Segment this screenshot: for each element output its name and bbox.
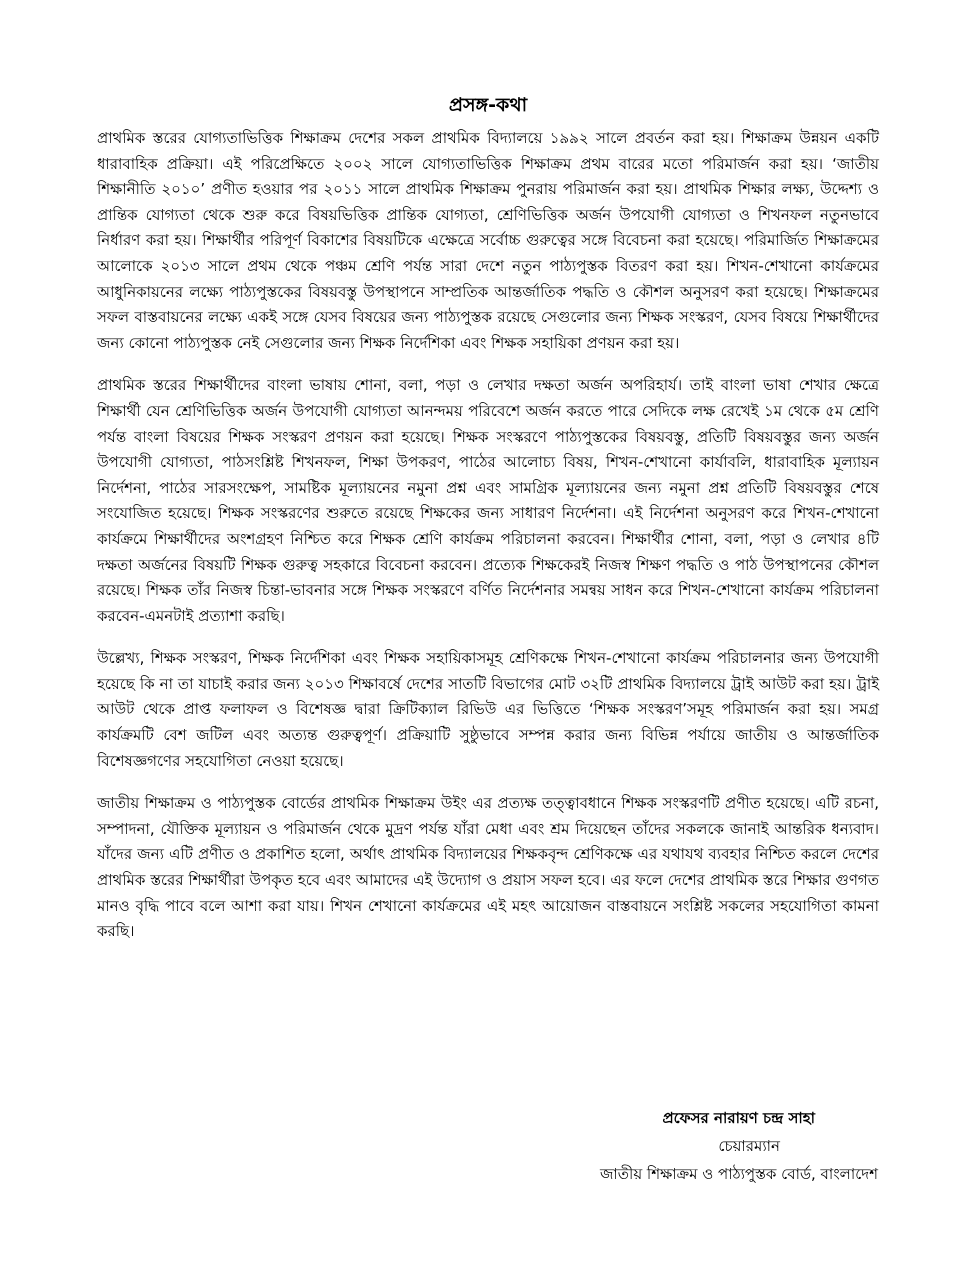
signatory-organization: জাতীয় শিক্ষাক্রম ও পাঠ্যপুস্তক বোর্ড, বাংলাদেশ	[600, 1165, 878, 1183]
page-title: প্রসঙ্গ-কথা	[448, 94, 528, 116]
paragraph-2: প্রাথমিক স্তরের শিক্ষার্থীদের বাংলা ভাষায় শোনা, বলা, পড়া ও লেখার দক্ষতা অর্জন অপরিহার্য। তাই বাংলা ভাষা শেখার ক্ষেত্রে শিক্ষার্থী যেন শ্রেণিভিত্তিক অর্জন উপযোগী যোগ্যতা আনন্দময় পরিবেশে অর্জন করতে পারে সেদিকে লক্ষ রেখেই ১ম থেকে ৫ম শ্রেণি পর্যন্ত বাংলা বিষয়ের শিক্ষক সংস্করণ প্রণয়ন করা হয়েছে। শিক্ষক সংস্করণে পাঠ্যপুস্তকের বিষয়বস্তু, প্রতিটি বিষয়বস্তুর জন্য অর্জন উপযোগী যোগ্যতা, পাঠসংশ্লিষ্ট শিখনফল, শিক্ষা উপকরণ, পাঠের আলোচ্য বিষয়, শিখন-শেখানো কার্যাবলি, ধারাবাহিক মূল্যায়ন নির্দেশনা, পাঠের সারসংক্ষেপ, সামষ্টিক মূল্যায়নের নমুনা প্রশ্ন এবং সামগ্রিক মূল্যায়নের জন্য নমুনা প্রশ্ন প্রতিটি বিষয়বস্তুর শেষে সংযোজিত হয়েছে। শিক্ষক সংস্করণের শুরুতে রয়েছে শিক্ষকের জন্য সাধারণ নির্দেশনা। এই নির্দেশনা অনুসরণ করে শিখন-শেখানো কার্যক্রমে শিক্ষার্থীদের অংশগ্রহণ নিশ্চিত করে শিক্ষক শ্রেণি কার্যক্রম পরিচালনা করবেন। শিক্ষার্থীর শোনা, বলা, পড়া ও লেখার ৪টি দক্ষতা অর্জনের বিষয়টি শিক্ষক গুরুত্ব সহকারে বিবেচনা করবেন। প্রত্যেক শিক্ষকেরই নিজস্ব শিক্ষণ পদ্ধতি ও পাঠ উপস্থাপনের কৌশল রয়েছে। শিক্ষক তাঁর নিজস্ব চিন্তা-ভাবনার সঙ্গে শিক্ষক সংস্করণে বর্ণিত নির্দেশনার সমন্বয় সাধন করে শিখন-শেখানো কার্যক্রম পরিচালনা করবেন-এমনটাই প্রত্যাশা করছি।	[97, 376, 879, 625]
signature-block	[97, 1104, 879, 1188]
signatory-name: প্রফেসর নারায়ণ চন্দ্র সাহা	[662, 1109, 815, 1127]
paragraph-3: উল্লেখ্য, শিক্ষক সংস্করণ, শিক্ষক নির্দেশিকা এবং শিক্ষক সহায়িকাসমূহ শ্রেণিকক্ষে শিখন-শেখানো কার্যক্রম পরিচালনার জন্য উপযোগী হয়েছে কি না তা যাচাই করার জন্য ২০১৩ শিক্ষাবর্ষে দেশের সাতটি বিভাগের মোট ৩২টি প্রাথমিক বিদ্যালয়ে ট্রাই আউট করা হয়। ট্রাই আউট থেকে প্রাপ্ত ফলাফল ও বিশেষজ্ঞ দ্বারা ক্রিটিক্যাল রিভিউ এর ভিত্তিতে ‘শিক্ষক সংস্করণ’সমূহ পরিমার্জন করা হয়। সমগ্র কার্যক্রমটি বেশ জটিল এবং অত্যন্ত গুরুত্বপূর্ণ। প্রক্রিয়াটি সুষ্ঠুভাবে সম্পন্ন করার জন্য বিভিন্ন পর্যায়ে জাতীয় ও আন্তর্জাতিক বিশেষজ্ঞগণের সহযোগিতা নেওয়া হয়েছে।	[97, 649, 879, 770]
paragraph-4: জাতীয় শিক্ষাক্রম ও পাঠ্যপুস্তক বোর্ডের প্রাথমিক শিক্ষাক্রম উইং এর প্রত্যক্ষ তত্ত্বাবধানে শিক্ষক সংস্করণটি প্রণীত হয়েছে। এটি রচনা, সম্পাদনা, যৌক্তিক মূল্যায়ন ও পরিমার্জন থেকে মুদ্রণ পর্যন্ত যাঁরা মেধা এবং শ্রম দিয়েছেন তাঁদের সকলকে জানাই আন্তরিক ধন্যবাদ। যাঁদের জন্য এটি প্রণীত ও প্রকাশিত হলো, অর্থাৎ প্রাথমিক বিদ্যালয়ের শিক্ষকবৃন্দ শ্রেণিকক্ষে এর যথাযথ ব্যবহার নিশ্চিত করলে দেশের প্রাথমিক স্তরের শিক্ষার্থীরা উপকৃত হবে এবং আমাদের এই উদ্যোগ ও প্রয়াস সফল হবে। এর ফলে দেশের প্রাথমিক স্তরে শিক্ষার গুণগত মানও বৃদ্ধি পাবে বলে আশা করা যায়। শিখন শেখানো কার্যক্রমের এই মহৎ আয়োজন বাস্তবায়নে সংশ্লিষ্ট সকলের সহযোগিতা কামনা করছি।	[97, 794, 879, 941]
paragraph-1: প্রাথমিক স্তরের যোগ্যতাভিত্তিক শিক্ষাক্রম দেশের সকল প্রাথমিক বিদ্যালয়ে ১৯৯২ সালে প্রবর্তন করা হয়। শিক্ষাক্রম উন্নয়ন একটি ধারাবাহিক প্রক্রিয়া। এই পরিপ্রেক্ষিতে ২০০২ সালে যোগ্যতাভিত্তিক শিক্ষাক্রম প্রথম বারের মতো পরিমার্জন করা হয়। ‘জাতীয় শিক্ষানীতি ২০১০’ প্রণীত হওয়ার পর ২০১১ সালে প্রাথমিক শিক্ষাক্রম পুনরায় পরিমার্জন করা হয়। প্রাথমিক শিক্ষার লক্ষ্য, উদ্দেশ্য ও প্রান্তিক যোগ্যতা থেকে শুরু করে বিষয়ভিত্তিক প্রান্তিক যোগ্যতা, শ্রেণিভিত্তিক অর্জন উপযোগী যোগ্যতা ও শিখনফল নতুনভাবে নির্ধারণ করা হয়। শিক্ষার্থীর পরিপূর্ণ বিকাশের বিষয়টিকে এক্ষেত্রে সর্বোচ্চ গুরুত্বের সঙ্গে বিবেচনা করা হয়েছে। পরিমার্জিত শিক্ষাক্রমের আলোকে ২০১৩ সালে প্রথম থেকে পঞ্চম শ্রেণি পর্যন্ত সারা দেশে নতুন পাঠ্যপুস্তক বিতরণ করা হয়। শিখন-শেখানো কার্যক্রমের আধুনিকায়নের লক্ষ্যে পাঠ্যপুস্তকের বিষয়বস্তু উপস্থাপনে সাম্প্রতিক আন্তর্জাতিক পদ্ধতি ও কৌশল অনুসরণ করা হয়েছে। শিক্ষাক্রমের সফল বাস্তবায়নের লক্ষ্যে একই সঙ্গে যেসব বিষয়ের জন্য পাঠ্যপুস্তক রয়েছে সেগুলোর জন্য শিক্ষক সংস্করণ, যেসব বিষয়ে শিক্ষার্থীদের জন্য কোনো পাঠ্যপুস্তক নেই সেগুলোর জন্য শিক্ষক নির্দেশিকা এবং শিক্ষক সহায়িকা প্রণয়ন করা হয়।	[97, 129, 879, 352]
signatory-role: চেয়ারম্যান	[718, 1137, 780, 1155]
document-body	[97, 92, 879, 962]
